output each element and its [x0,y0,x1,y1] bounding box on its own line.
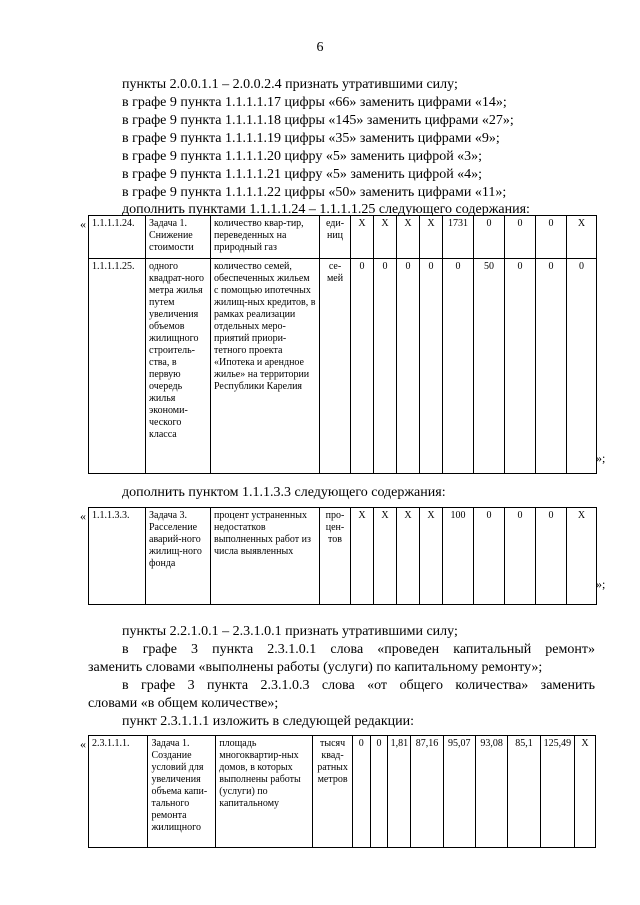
task-cell: Задача 1. Снижение стоимости [146,216,211,259]
indicator-cell: количество квар-тир, переведенных на природный газ [211,216,320,259]
text-line: в графе 9 пункта 1.1.1.1.21 цифру «5» заменить цифрой «4»; [122,167,483,182]
value-cell: 87,16 [411,736,443,848]
value-cell: 0 [443,259,474,474]
table-row [89,508,597,605]
text-line: в графе 9 пункта 1.1.1.1.17 цифры «66» заменить цифрами «14»; [122,95,507,110]
text-line: словами «в общем количестве»; [88,696,279,711]
close-quote: »; [596,451,606,465]
unit-cell: еди-ниц [320,216,351,259]
close-quote: »; [596,577,606,591]
text-line: дополнить пунктами 1.1.1.1.24 – 1.1.1.1.25 следующего содержания: [122,202,530,217]
value-cell: 0 [397,259,420,474]
value-cell: X [397,508,420,605]
text-line: заменить словами «выполнены работы (услуги) по капитальному ремонту»; [88,660,543,675]
value-cell: X [351,508,374,605]
value-cell: X [567,508,597,605]
open-quote: « [80,737,86,751]
value-cell: 0 [370,736,388,848]
value-cell: 0 [352,736,370,848]
unit-cell: се-мей [320,259,351,474]
indicator-cell: площадь многоквартир-ных домов, в которых выполнены работы (услуги) по капитальному [216,736,313,848]
value-cell: X [567,216,597,259]
table-row [89,216,597,259]
value-cell: X [420,216,443,259]
value-cell: 125,49 [540,736,574,848]
task-cell: Задача 1. Создание условий для увеличения объема капи-тального ремонта жилищного [148,736,216,848]
value-cell: 50 [474,259,505,474]
open-quote: « [80,217,86,231]
value-cell: 0 [351,259,374,474]
page-number: 6 [316,40,324,55]
value-cell: 0 [474,216,505,259]
value-cell: 1731 [443,216,474,259]
table-row [89,736,596,848]
value-cell: 0 [567,259,597,474]
value-cell: 95,07 [443,736,475,848]
indicator-cell: процент устраненных недостатков выполненных работ из числа выявленных [211,508,320,605]
indicator-cell: количество семей, обеспеченных жильем с помощью ипотечных жилищ-ных кредитов, в рамках реализации отдельных меро-приятий приори-тетного проекта «Ипотека и арендное жилье» на территории Республики Карелия [211,259,320,474]
text-line: пункты 2.2.1.0.1 – 2.3.1.0.1 признать утратившими силу; [122,624,458,639]
value-cell: 0 [474,508,505,605]
text-line: в графе 9 пункта 1.1.1.1.18 цифры «145» заменить цифрами «27»; [122,113,514,128]
value-cell: 0 [536,508,567,605]
code-cell: 2.3.1.1.1. [89,736,148,848]
code-cell: 1.1.1.1.25. [89,259,146,474]
unit-cell: про-цен-тов [320,508,351,605]
value-cell: 0 [536,259,567,474]
value-cell: 85,1 [508,736,540,848]
value-cell: X [374,508,397,605]
table-2 [88,507,597,605]
value-cell: 0 [505,508,536,605]
open-quote: « [80,509,86,523]
text-line: в графе 9 пункта 1.1.1.1.19 цифры «35» заменить цифрами «9»; [122,131,500,146]
value-cell: 0 [420,259,443,474]
value-cell: 0 [374,259,397,474]
table-row [89,259,597,474]
value-cell: 0 [505,216,536,259]
value-cell: 0 [505,259,536,474]
table-3 [88,735,596,848]
code-cell: 1.1.1.3.3. [89,508,146,605]
unit-cell: тысяч квад-ратных метров [313,736,353,848]
value-cell: 100 [443,508,474,605]
code-cell: 1.1.1.1.24. [89,216,146,259]
value-cell: X [374,216,397,259]
value-cell: X [420,508,443,605]
value-cell: 93,08 [475,736,507,848]
value-cell: X [397,216,420,259]
text-line: в графе 9 пункта 1.1.1.1.20 цифру «5» заменить цифрой «3»; [122,149,483,164]
text-line: пункт 2.3.1.1.1 изложить в следующей редакции: [122,714,414,729]
text-line: дополнить пунктом 1.1.1.3.3 следующего содержания: [122,485,446,500]
text-line: в графе 9 пункта 1.1.1.1.22 цифры «50» заменить цифрами «11»; [122,185,507,200]
text-line: пункты 2.0.0.1.1 – 2.0.0.2.4 признать утратившими силу; [122,77,458,92]
task-cell: одного квадрат-ного метра жилья путем увеличения объемов жилищного строитель-ства, в первую очередь жилья экономи-ческого класса [146,259,211,474]
value-cell: X [351,216,374,259]
text-line: в графе 3 пункта 2.3.1.0.3 слова «от общего количества» заменить [122,678,595,693]
value-cell: 0 [536,216,567,259]
value-cell: 1,81 [388,736,411,848]
table-1 [88,215,597,474]
task-cell: Задача 3. Расселение аварий-ного жилищ-ного фонда [146,508,211,605]
value-cell: X [575,736,596,848]
text-line: в графе 3 пункта 2.3.1.0.1 слова «проведен капитальный ремонт» [122,642,595,657]
